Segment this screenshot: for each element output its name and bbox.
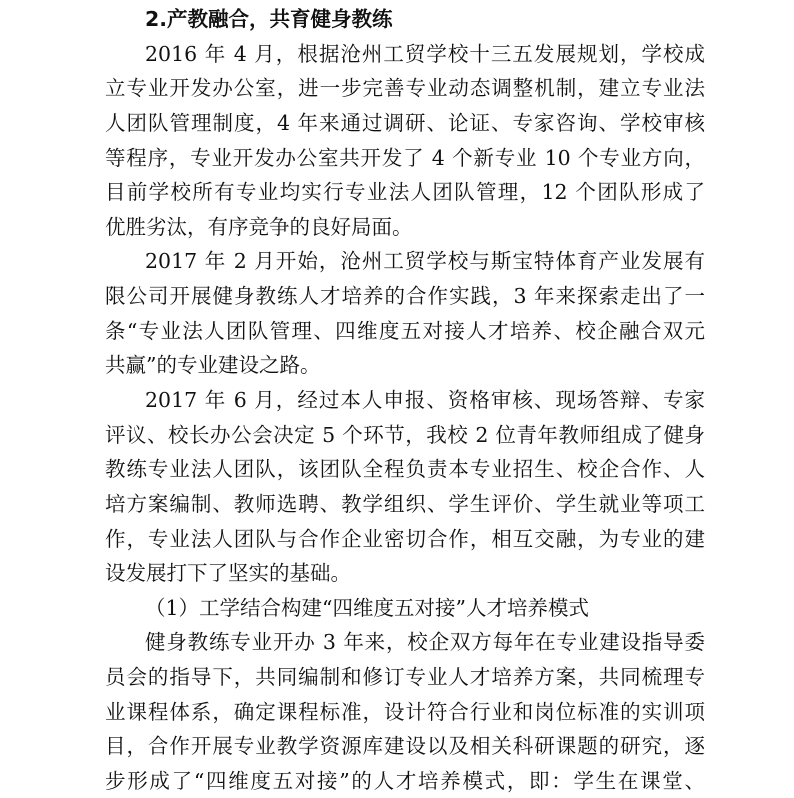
paragraph-4-line-2: 员会的指导下，共同编制和修订专业人才培养方案，共同梳理专 [105, 665, 705, 690]
subsection-heading: （1）工学结合构建“四维度五对接”人才培养模式 [145, 595, 590, 620]
paragraph-4-line-4: 目，合作开展专业教学资源库建设以及相关科研课题的研究，逐 [105, 734, 705, 759]
paragraph-1-line-5: 目前学校所有专业均实行专业法人团队管理，12 个团队形成了 [105, 180, 705, 205]
paragraph-1-line-2: 立专业开发办公室，进一步完善专业动态调整机制，建立专业法 [105, 76, 705, 101]
paragraph-3-line-2: 评议、校长办公会决定 5 个环节，我校 2 位青年教师组成了健身 [105, 422, 705, 447]
paragraph-2-line-2: 限公司开展健身教练人才培养的合作实践，3 年来探索走出了一 [105, 284, 705, 309]
paragraph-3-line-3: 教练专业法人团队，该团队全程负责本专业招生、校企合作、人 [105, 457, 705, 482]
paragraph-4-line-5: 步形成了“四维度五对接”的人才培养模式，即：学生在课堂、 [105, 769, 705, 793]
paragraph-1-line-6: 优胜劣汰，有序竞争的良好局面。 [105, 214, 413, 239]
paragraph-1-line-4: 等程序，专业开发办公室共开发了 4 个新专业 10 个专业方向， [105, 145, 705, 170]
paragraph-2-line-1: 2017 年 2 月开始，沧州工贸学校与斯宝特体育产业发展有 [145, 249, 705, 274]
paragraph-1-line-3: 人团队管理制度，4 年来通过调研、论证、专家咨询、学校审核 [105, 110, 705, 135]
paragraph-4-line-3: 业课程体系，确定课程标准，设计符合行业和岗位标准的实训项 [105, 699, 705, 724]
paragraph-3-line-4: 培方案编制、教师选聘、教学组织、学生评价、学生就业等项工 [105, 491, 705, 516]
paragraph-1-line-1: 2016 年 4 月，根据沧州工贸学校十三五发展规划，学校成 [145, 41, 705, 66]
paragraph-2-line-3: 条“专业法人团队管理、四维度五对接人才培养、校企融合双元 [105, 318, 705, 343]
paragraph-3-line-1: 2017 年 6 月，经过本人申报、资格审核、现场答辩、专家 [145, 388, 705, 412]
paragraph-4-line-1: 健身教练专业开办 3 年来，校企双方每年在专业建设指导委 [145, 630, 705, 655]
paragraph-2-line-4: 共赢”的专业建设之路。 [105, 353, 321, 378]
paragraph-3-line-6: 设发展打下了坚实的基础。 [105, 561, 351, 586]
paragraph-3-line-5: 作，专业法人团队与合作企业密切合作，相互交融，为专业的建 [105, 526, 705, 551]
section-heading: 2.产教融合，共育健身教练 [145, 7, 393, 31]
